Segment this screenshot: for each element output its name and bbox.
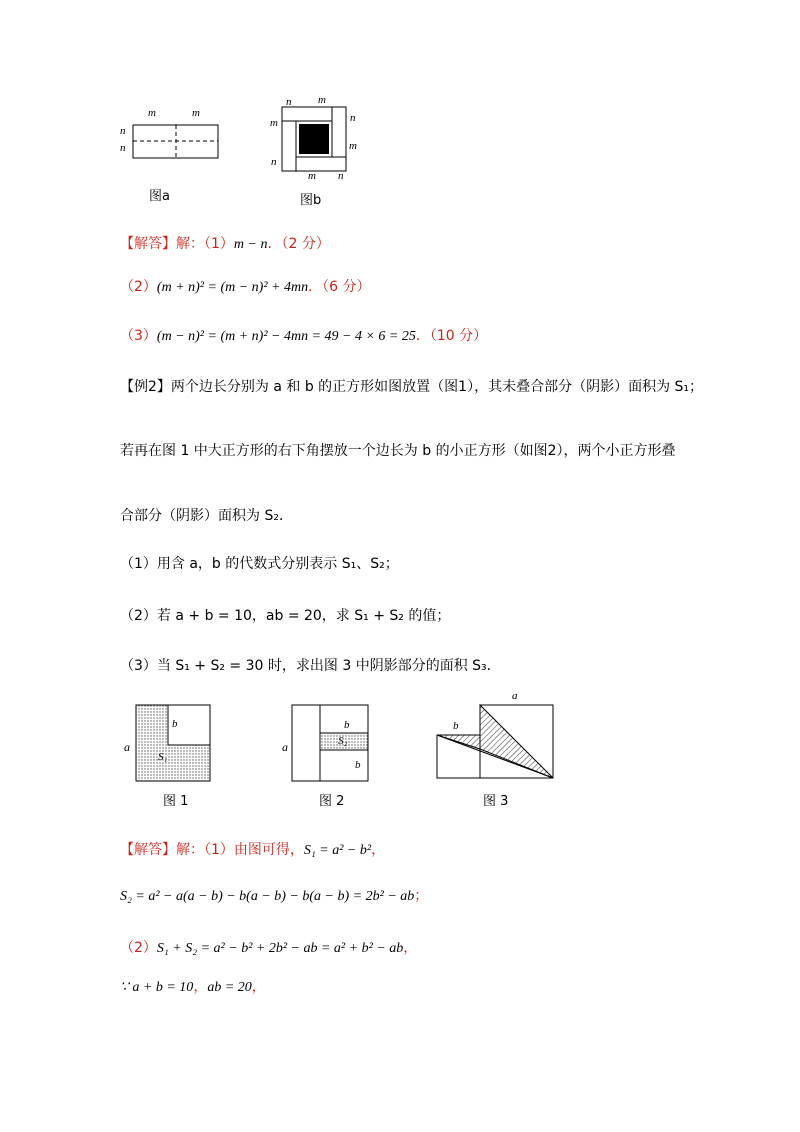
answer2-l3-end: ， bbox=[403, 940, 418, 956]
answer2-l4-sep: ， bbox=[193, 979, 208, 995]
figure-1 bbox=[136, 705, 210, 781]
figure-b-bottom-n: n bbox=[338, 170, 344, 182]
example2-q2: （2）若 a + b = 10，ab = 20，求 S₁ + S₂ 的值； bbox=[120, 608, 451, 624]
answer2-l3-math: S₁ + S₂ = a² − b² + 2b² − ab = a² + b² − ab bbox=[156, 941, 404, 956]
answer2-line4 bbox=[120, 977, 266, 998]
answer2-l4-end: ， bbox=[251, 979, 266, 995]
answer2-l4-math: ∵ a + b = 10 bbox=[120, 980, 194, 995]
answer1-l1-math: m − n bbox=[233, 237, 268, 252]
figure-b-top-n: n bbox=[286, 96, 292, 108]
figure-2-label-a: a bbox=[282, 740, 288, 754]
answer1-l3-score: ．（10 分） bbox=[415, 328, 488, 344]
figure-1-label-s1: S₁ bbox=[158, 751, 168, 763]
answer2-l1-math: S₁ = a² − b² bbox=[303, 843, 372, 858]
answer1-l2-score: ．（6 分） bbox=[308, 279, 371, 295]
example2-q3: （3）当 S₁ + S₂ = 30 时，求出图 3 中阴影部分的面积 S₃． bbox=[120, 658, 501, 674]
answer2-line2 bbox=[120, 886, 428, 907]
answer2-l3-prefix: （2） bbox=[120, 940, 157, 956]
answer1-l1-score: ．（2 分） bbox=[267, 236, 330, 252]
figure-a-caption: 图a bbox=[149, 189, 170, 204]
answer1-l1-prefix: 解：（1） bbox=[176, 236, 234, 252]
figure-b-caption: 图b bbox=[300, 193, 322, 208]
figure-a-label-m1: m bbox=[148, 107, 156, 119]
figure-2-label-b2: b bbox=[355, 759, 361, 771]
example2-p2: 若再在图 1 中大正方形的右下角摆放一个边长为 b 的小正方形（如图2），两个小正方形叠 bbox=[120, 443, 676, 459]
answer1-l3-math: (m − n)² = (m + n)² − 4mn = 49 − 4 × 6 = 25 bbox=[156, 329, 416, 344]
answer2-l1-end: ， bbox=[371, 842, 386, 858]
figure-b-right-n: n bbox=[350, 112, 356, 124]
answer-tag: 【解答】 bbox=[120, 236, 176, 252]
figure-a-label-n1: n bbox=[120, 125, 126, 137]
figure-b-right-m: m bbox=[349, 140, 357, 152]
figure-b-bottom-m: m bbox=[308, 170, 316, 182]
figure-1-label-a: a bbox=[124, 740, 130, 754]
example2-q1: （1）用含 a，b 的代数式分别表示 S₁、S₂； bbox=[120, 556, 399, 572]
answer2-l2-end: ； bbox=[414, 888, 429, 904]
answer2-tag: 【解答】 bbox=[120, 842, 176, 858]
figure-1-label-b: b bbox=[172, 718, 178, 730]
answer2-l4-math2: ab = 20 bbox=[207, 980, 252, 995]
figure-b-top-m: m bbox=[318, 94, 326, 106]
example2-p1: 【例2】两个边长分别为 a 和 b 的正方形如图放置（图1），其未叠合部分（阴影）面积为 S₁； bbox=[120, 379, 704, 395]
figure-2-label-s2: S₂ bbox=[338, 735, 348, 747]
figure-1-caption: 图 1 bbox=[163, 794, 189, 809]
figure-3-label-a: a bbox=[512, 690, 518, 702]
figure-b-bottom-left-n: n bbox=[271, 156, 277, 168]
figure-2-label-b1: b bbox=[344, 719, 350, 731]
figure-a-label-m2: m bbox=[192, 107, 200, 119]
figure-2-caption: 图 2 bbox=[319, 794, 345, 809]
answer2-line3 bbox=[120, 938, 417, 959]
example2-p3: 合部分（阴影）面积为 S₂． bbox=[120, 508, 293, 524]
figure-a-label-n2: n bbox=[120, 142, 126, 154]
figure-3-caption: 图 3 bbox=[483, 794, 509, 809]
answer1-l2-math: (m + n)² = (m − n)² + 4mn bbox=[156, 280, 309, 295]
answer1-l2-prefix: （2） bbox=[120, 279, 157, 295]
answer2-l2-math: S₂ = a² − a(a − b) − b(a − b) − b(a − b) = 2b² − ab bbox=[120, 889, 415, 904]
answer2-l1-prefix: 解：（1）由图可得， bbox=[176, 842, 304, 858]
figure-3-label-b: b bbox=[453, 720, 459, 732]
figure-b-left-m: m bbox=[270, 117, 278, 129]
answer1-l3-prefix: （3） bbox=[120, 328, 157, 344]
answer2-line1 bbox=[120, 840, 385, 861]
figure-3 bbox=[437, 705, 553, 778]
